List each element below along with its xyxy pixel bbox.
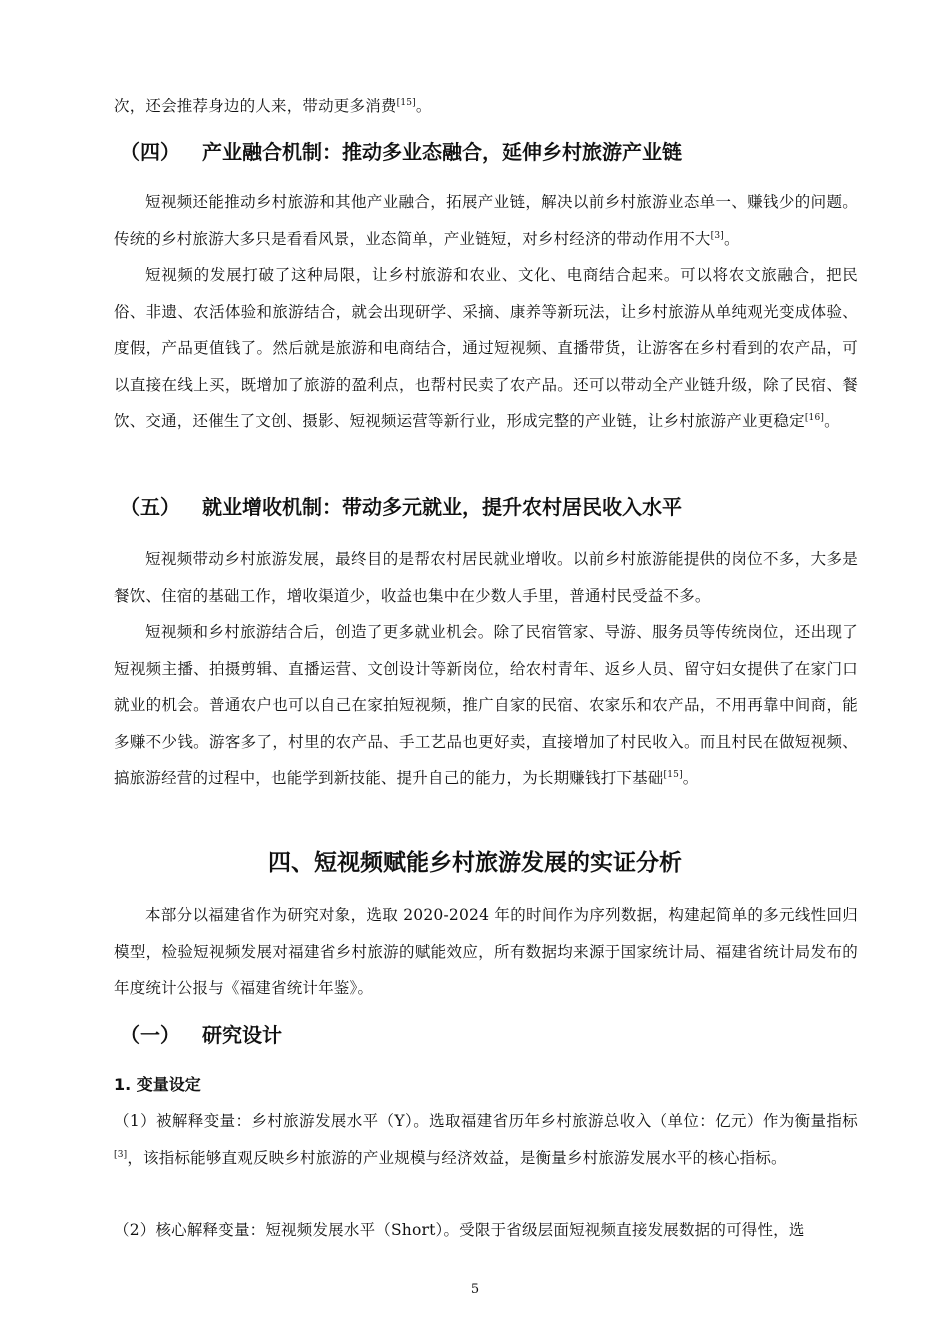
citation-ref: [16]	[804, 412, 825, 423]
paragraph: 本部分以福建省作为研究对象，选取 2020-2024 年的时间作为序列数据，构建起简单的多元线性回归模型，检验短视频发展对福建省乡村旅游的赋能效应，所有数据均来源于国家统计局、福建省统计局发布的年度统计公报与《福建省统计年鉴》。	[114, 906, 858, 997]
paragraph-continuation: 次，还会推荐身边的人来，带动更多消费[15]。	[114, 97, 432, 115]
citation-ref: [3]	[114, 1149, 128, 1160]
paragraph: 短视频还能推动乡村旅游和其他产业融合，拓展产业链，解决以前乡村旅游业态单一、赚钱少的问题。传统的乡村旅游大多只是看看风景，业态简单，产业链短，对乡村经济的带动作用不大[3]。	[114, 193, 858, 248]
paragraph: 短视频和乡村旅游结合后，创造了更多就业机会。除了民宿管家、导游、服务员等传统岗位，还出现了短视频主播、拍摄剪辑、直播运营、文创设计等新岗位，给农村青年、返乡人员、留守妇女提供了在家门口就业的机会。普通农户也可以自己在家拍短视频，推广自家的民宿、农家乐和农产品，不用再靠中间商，能多赚不少钱。游客多了，村里的农产品、手工艺品也更好卖，直接增加了村民收入。而且村民在做短视频、搞旅游经营的过程中，也能学到新技能、提升自己的能力，为长期赚钱打下基础[15]。	[114, 623, 858, 787]
citation-ref: [15]	[663, 769, 683, 780]
paragraph: （1）被解释变量：乡村旅游发展水平（Y）。选取福建省历年乡村旅游总收入（单位：亿元）作为衡量指标[3]，该指标能够直观反映乡村旅游的产业规模与经济效益，是衡量乡村旅游发展水平的核心指标。	[114, 1112, 858, 1167]
section-heading-4: （四） 产业融合机制：推动多业态融合，延伸乡村旅游产业链	[120, 140, 682, 164]
paragraph: （2）核心解释变量：短视频发展水平（Short）。受限于省级层面短视频直接发展数据的可得性，选	[114, 1221, 805, 1239]
citation-ref: [3]	[710, 230, 724, 241]
section-heading-1: （一） 研究设计	[120, 1023, 282, 1047]
paragraph: 短视频带动乡村旅游发展，最终目的是帮农村居民就业增收。以前乡村旅游能提供的岗位不多，大多是餐饮、住宿的基础工作，增收渠道少，收益也集中在少数人手里，普通村民受益不多。	[114, 550, 858, 605]
section-heading-5: （五） 就业增收机制：带动多元就业，提升农村居民收入水平	[120, 495, 682, 519]
citation-ref: [15]	[396, 97, 416, 108]
page-number: 5	[470, 1282, 480, 1297]
chapter-heading: 四、短视频赋能乡村旅游发展的实证分析	[268, 850, 682, 876]
paragraph: 短视频的发展打破了这种局限，让乡村旅游和农业、文化、电商结合起来。可以将农文旅融合，把民俗、非遗、农活体验和旅游结合，就会出现研学、采摘、康养等新玩法，让乡村旅游从单纯观光变成体验、度假，产品更值钱了。然后就是旅游和电商结合，通过短视频、直播带货，让游客在乡村看到的农产品，可以直接在线上买，既增加了旅游的盈利点，也帮村民卖了农产品。还可以带动全产业链升级，除了民宿、餐饮、交通，还催生了文创、摄影、短视频运营等新行业，形成完整的产业链，让乡村旅游产业更稳定[16]。	[114, 266, 858, 430]
subsection-heading: 1. 变量设定	[114, 1075, 201, 1094]
